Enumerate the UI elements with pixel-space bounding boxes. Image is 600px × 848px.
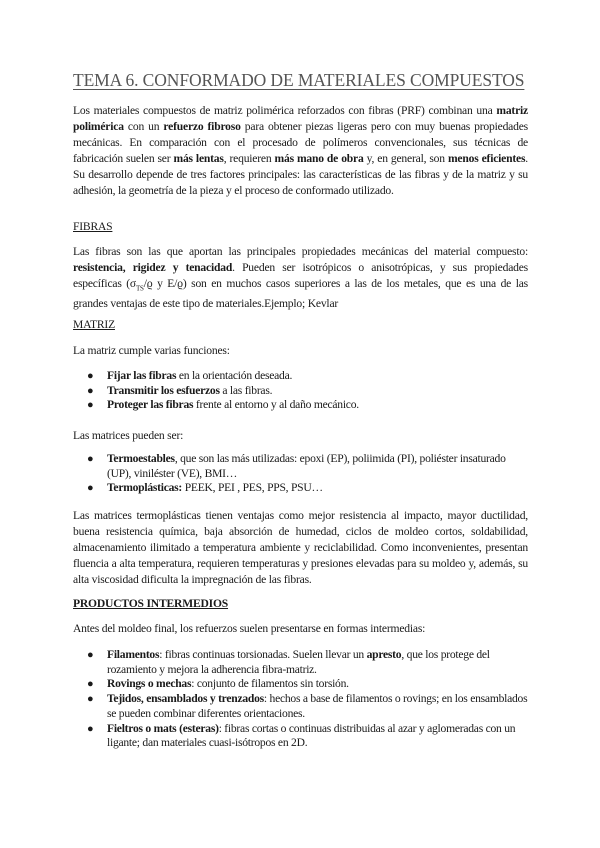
funcion-item [73, 384, 528, 399]
matriz-intro: La matriz cumple varias funciones: [73, 344, 230, 357]
bullet-icon: ● [87, 370, 94, 382]
producto-item-text: : hechos a base de filamentos o rovings; en los ensamblados se pueden combinar diferentes orientaciones. [107, 692, 528, 720]
tipo-matriz-item-bold: Termoplásticas: [107, 481, 183, 495]
fibras-subscript: TS [135, 284, 144, 293]
producto-item-text: , que los protege del rozamiento y mejora la adherencia fibra-matriz. [107, 648, 490, 676]
fibras-paragraph [73, 244, 528, 312]
intro-bold-2: refuerzo fibroso [163, 120, 241, 133]
tipo-matriz-item-bold: Termoestables [107, 452, 175, 465]
productos-intro: Antes del moldeo final, los refuerzos suelen presentarse en formas intermedias: [73, 622, 426, 635]
intro-text-4: , requieren [223, 152, 275, 165]
bullet-icon: ● [87, 399, 94, 412]
intro-text-5: y, en general, son [363, 152, 448, 165]
bullet-icon: ● [87, 453, 94, 465]
funcion-item [73, 369, 528, 384]
matrices-tipos-list [73, 452, 528, 496]
tipo-matriz-item [73, 481, 528, 496]
intro-text-1: Los materiales compuestos de matriz polimérica reforzados con fibras (PRF) combinan una [73, 104, 497, 117]
intro-bold-3: más lentas [173, 152, 224, 165]
fibras-text-1: Las fibras son las que aportan las principales propiedades mecánicas del material compuesto: [73, 245, 528, 258]
termoplasticas-paragraph: Las matrices termoplásticas tienen ventajas como mejor resistencia al impacto, mayor ductilidad, buena resistencia química, baja absorción de humedad, ciclos de moldeo cortos, soldabilidad, almacenamiento ilimitado a temperatura ambiente y reciclabilidad. Como inconvenientes, presentan fluencia a alta temperatura, requieren temperaturas y presiones elevadas para su moldeo y, además, su alta viscosidad dificulta la impregnación de las fibras. [73, 509, 528, 586]
intro-text-2: con un [123, 120, 164, 133]
funcion-item-bold: Transmitir los esfuerzos [107, 383, 220, 397]
tipo-matriz-item-text: , que son las más utilizadas: epoxi (EP), poliimida (PI), poliéster insaturado (UP), viniléster (VE), BMI… [107, 452, 506, 480]
tipo-matriz-item-text: PEEK, PEI , PES, PPS, PSU… [182, 481, 323, 495]
intro-bold-5: menos eficientes [447, 152, 526, 165]
bullet-icon: ● [87, 384, 94, 397]
producto-item-text: : fibras cortas o continuas distribuidas al azar y aglomeradas con un ligante; dan materiales cuasi-isótropos en 2D. [107, 721, 516, 750]
intro-text-6: . Su desarrollo depende de tres factores principales: las características de las fibras y de la matriz y su adhesión, la geometría de la pieza y el proceso de conformado utilizado. [73, 152, 528, 197]
productos-heading: PRODUCTOS INTERMEDIOS [73, 597, 229, 610]
funcion-item-text: frente al entorno y al daño mecánico. [193, 398, 359, 412]
fibras-text-3: /ϱ y E/ϱ) son en muchos casos superiores a las de los metales, que es una de las grandes ventajas de este tipo de materiales.Ejemplo; Kevlar [73, 277, 528, 311]
matriz-funciones-list [73, 369, 528, 413]
bullet-icon: ● [87, 482, 94, 495]
intro-paragraph [73, 103, 528, 199]
producto-item-bold: Tejidos, ensamblados y trenzados [107, 692, 264, 706]
producto-item-bold: Filamentos [107, 648, 160, 661]
intro-bold-1: matriz polimérica [73, 104, 528, 133]
producto-item-bold: Fieltros o mats (esteras) [107, 721, 219, 735]
producto-item-text: : conjunto de filamentos sin torsión. [191, 677, 349, 691]
fibras-bold-1: resistencia, rigidez y tenacidad [73, 261, 233, 274]
producto-item [73, 648, 528, 677]
fibras-heading: FIBRAS [73, 220, 113, 233]
bullet-icon: ● [87, 649, 94, 661]
intro-text-3: para obtener piezas ligeras pero con muy buenas propiedades mecánicas. En comparación con el procesado de polímeros convencionales, sus técnicas de fabricación suelen ser [73, 120, 528, 165]
producto-item-text: : fibras continuas torsionadas. Suelen llevar un [159, 648, 367, 661]
producto-item [73, 722, 528, 751]
producto-item [73, 692, 528, 721]
funcion-item-text: a las fibras. [219, 383, 273, 397]
producto-item-bold: apresto [366, 648, 402, 661]
productos-list [73, 648, 528, 751]
producto-item-bold: Rovings o mechas [107, 677, 192, 691]
tipo-matriz-item [73, 452, 528, 481]
funcion-item-bold: Fijar las fibras [107, 369, 177, 382]
funcion-item-text: en la orientación deseada. [176, 369, 293, 382]
bullet-icon: ● [87, 693, 94, 706]
bullet-icon: ● [87, 722, 94, 735]
bullet-icon: ● [87, 678, 94, 691]
funcion-item [73, 398, 528, 413]
page-title: TEMA 6. CONFORMADO DE MATERIALES COMPUESTOS [73, 70, 525, 90]
matrices-tipos-intro: Las matrices pueden ser: [73, 429, 184, 442]
matriz-heading: MATRIZ [73, 318, 115, 331]
intro-bold-4: más mano de obra [274, 152, 364, 165]
funcion-item-bold: Proteger las fibras [107, 398, 194, 412]
producto-item [73, 677, 528, 692]
fibras-text-2: . Pueden ser isotrópicos o anisotrópicas, y sus propiedades específicas (σ [73, 261, 528, 290]
